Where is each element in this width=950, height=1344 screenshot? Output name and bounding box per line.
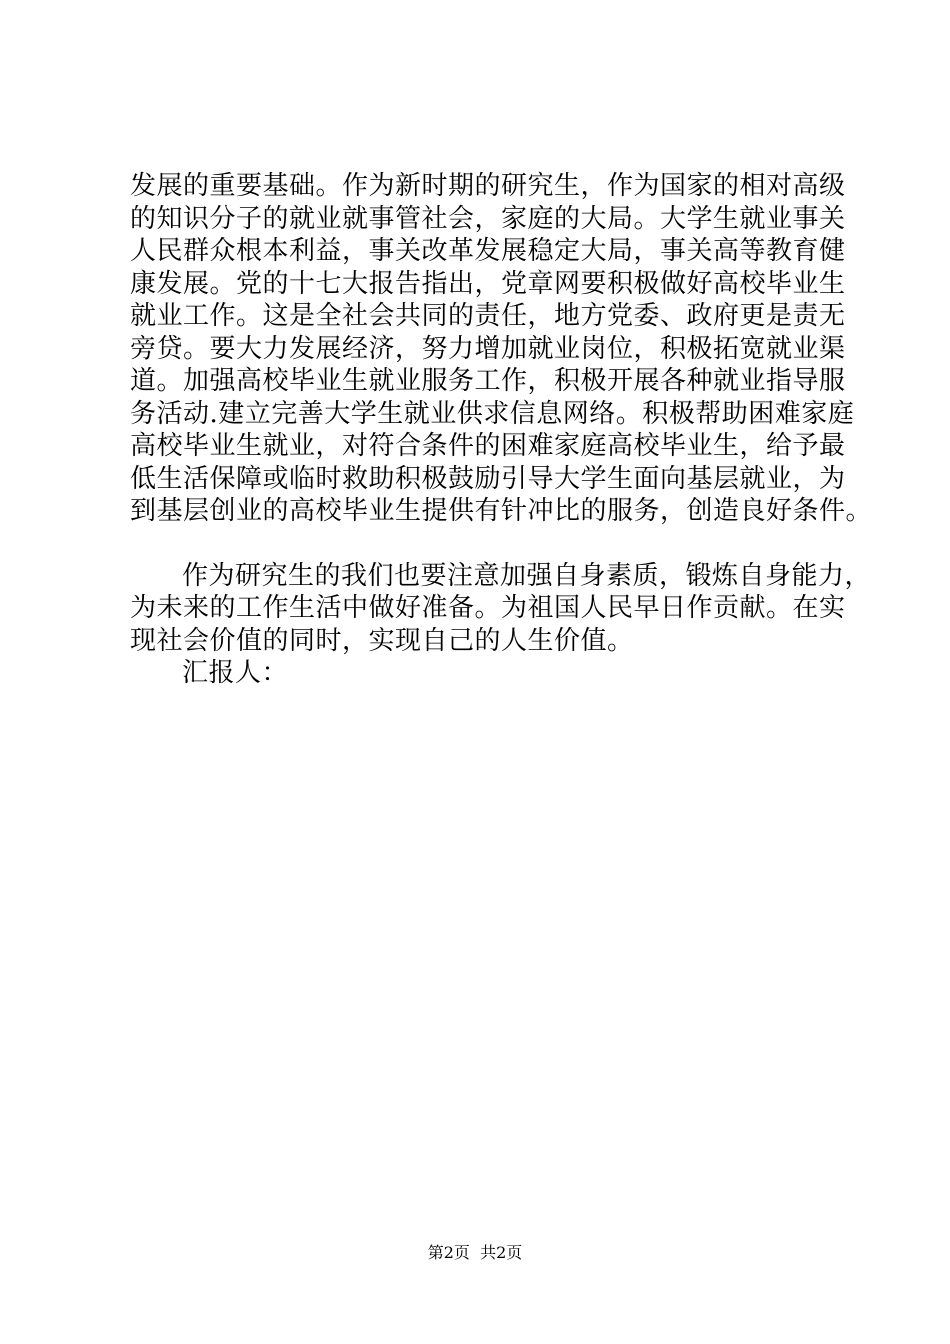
text-line: 的知识分子的就业就事管社会，家庭的大局。大学生就业事关 [130, 203, 846, 234]
reporter-label: 汇报人： [182, 658, 289, 688]
text-line: 为未来的工作生活中做好准备。为祖国人民早日作贡献。在实 [130, 593, 846, 623]
document-body [130, 170, 873, 690]
text-line: 低生活保障或临时救助积极鼓励引导大学生面向基层就业，为 [130, 463, 846, 494]
text-line: 到基层创业的高校毕业生提供有针冲比的服务，创造良好条件。 [130, 496, 873, 526]
text-line: 就业工作。这是全社会共同的责任，地方党委、政府更是责无 [130, 301, 846, 331]
paragraph-1 [130, 170, 873, 528]
paragraph-gap [130, 528, 850, 560]
text-line: 康发展。党的十七大报告指出，党章网要积极做好高校毕业生 [130, 268, 846, 299]
paragraph-2 [130, 560, 872, 658]
text-line: 现社会价值的同时，实现自己的人生价值。 [130, 625, 634, 656]
text-line: 高校毕业生就业，对符合条件的困难家庭高校毕业生，给予最 [130, 431, 846, 461]
text-line: 作为研究生的我们也要注意加强自身素质，锻炼自身能力， [182, 560, 872, 591]
text-line: 务活动.建立完善大学生就业供求信息网络。积极帮助困难家庭 [130, 398, 855, 429]
text-line: 发展的重要基础。作为新时期的研究生，作为国家的相对高级 [130, 171, 846, 201]
text-line: 旁贷。要大力发展经济，努力增加就业岗位，积极拓宽就业渠 [130, 333, 846, 364]
text-line: 人民群众根本利益，事关改革发展稳定大局，事关高等教育健 [130, 236, 846, 266]
page-footer: 第2页 共2页 [427, 1243, 523, 1262]
text-line: 道。加强高校毕业生就业服务工作，积极开展各种就业指导服 [130, 366, 846, 396]
